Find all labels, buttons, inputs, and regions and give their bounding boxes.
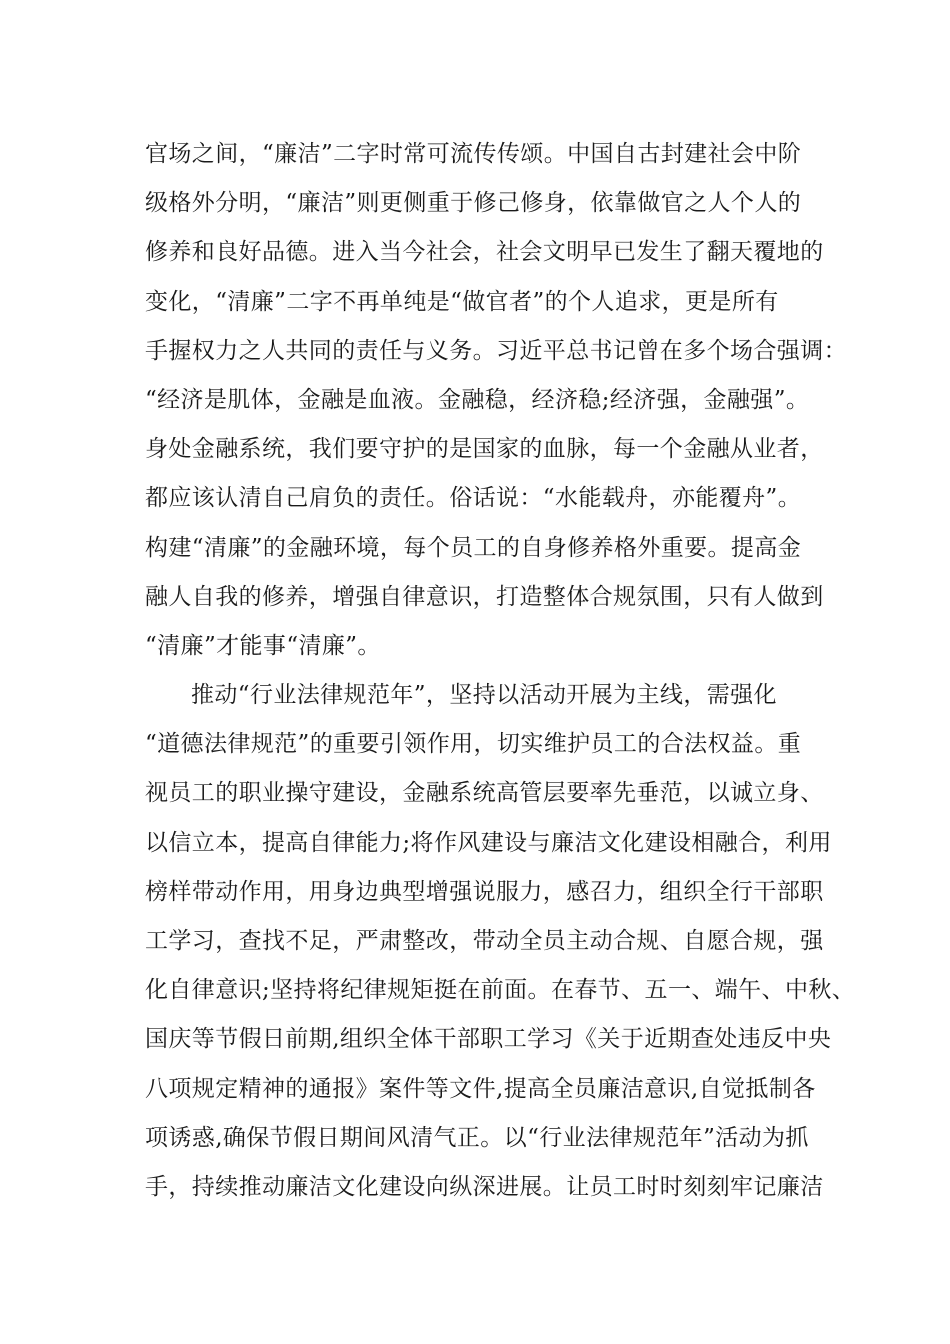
paragraph-2 [145, 671, 856, 1212]
text-line: 八项规定精神的通报》案件等文件,提高全员廉洁意识,自觉抵制各 [145, 1075, 816, 1102]
paragraph-1 [145, 130, 847, 671]
text-line: 都应该认清自己肩负的责任。俗话说：“水能载舟，亦能覆舟”。 [145, 485, 802, 512]
text-line: 视员工的职业操守建设，金融系统高管层要率先垂范，以诚立身、 [145, 780, 824, 807]
text-line: 国庆等节假日前期,组织全体干部职工学习《关于近期查处违反中央 [145, 1026, 832, 1053]
text-line: 榜样带动作用，用身边典型增强说服力，感召力，组织全行干部职 [145, 878, 824, 905]
text-line: 级格外分明，“廉洁”则更侧重于修己修身，依靠做官之人个人的 [145, 190, 802, 217]
text-line: 推动“行业法律规范年”，坚持以活动开展为主线，需强化 [191, 682, 777, 709]
text-line: 官场之间，“廉洁”二字时常可流传传颂。中国自古封建社会中阶 [145, 141, 802, 167]
document-body [145, 130, 856, 1212]
text-line: 修养和良好品德。进入当今社会，社会文明早已发生了翻天覆地的 [145, 239, 824, 266]
text-line: 工学习，查找不足，严肃整改，带动全员主动合规、自愿合规，强 [145, 928, 824, 954]
text-line: 手握权力之人共同的责任与义务。习近平总书记曾在多个场合强调： [145, 337, 847, 364]
text-line: 项诱惑,确保节假日期间风清气正。以“行业法律规范年”活动为抓 [145, 1124, 809, 1151]
text-line: 化自律意识;坚持将纪律规矩挺在前面。在春节、五一、端午、中秋、 [145, 977, 856, 1004]
text-line: 构建“清廉”的金融环境，每个员工的自身修养格外重要。提高金 [145, 534, 802, 561]
text-line: 身处金融系统，我们要守护的是国家的血脉，每一个金融从业者， [145, 436, 824, 463]
text-line: “清廉”才能事“清廉”。 [145, 632, 381, 659]
text-line: 以信立本，提高自律能力;将作风建设与廉洁文化建设相融合，利用 [145, 829, 832, 856]
text-line: 融人自我的修养，增强自律意识，打造整体合规氛围，只有人做到 [145, 583, 824, 610]
text-line: 手，持续推动廉洁文化建设向纵深进展。让员工时时刻刻牢记廉洁 [145, 1173, 824, 1200]
text-line: “经济是肌体，金融是血液。金融稳，经济稳;经济强，金融强”。 [145, 386, 810, 413]
text-line: 变化，“清廉”二字不再单纯是“做官者”的个人追求，更是所有 [145, 288, 779, 315]
text-line: “道德法律规范”的重要引领作用，切实维护员工的合法权益。重 [145, 731, 802, 758]
